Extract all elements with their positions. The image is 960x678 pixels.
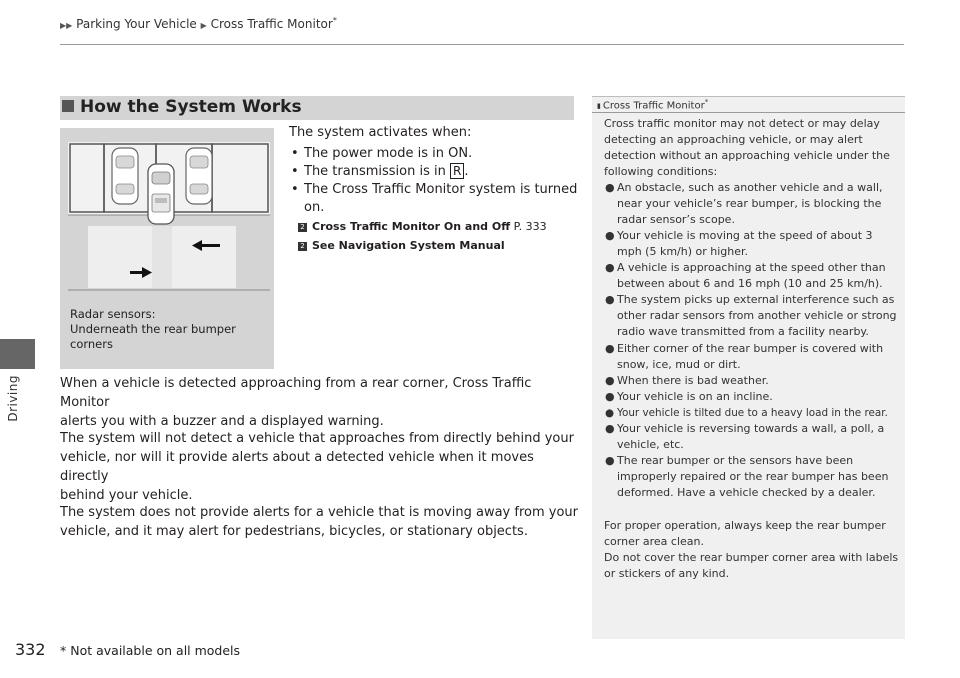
breadcrumb-item-parking[interactable]: Parking Your Vehicle	[76, 17, 197, 31]
note-footer-line: Do not cover the rear bumper corner area with labels	[604, 551, 899, 564]
breadcrumb-arrow-icon: ▶▶	[60, 21, 73, 30]
xref-navigation-manual[interactable]: 2 See Navigation System Manual	[298, 239, 505, 252]
xref-arrow-icon: 2	[298, 242, 307, 251]
notes-header: ▮ Cross Traffic Monitor*	[597, 98, 709, 112]
gear-key-box: R	[450, 163, 464, 179]
figure-caption	[70, 307, 270, 352]
note-list-item: ● Your vehicle is on an incline.	[605, 390, 773, 403]
note-list-item: ● When there is bad weather.	[605, 374, 769, 387]
note-list-item: ● A vehicle is approaching at the speed other than between about 6 and 16 mph (10 and 25 km/h).	[605, 261, 886, 290]
activation-bullet: • The power mode is in ON.	[291, 146, 473, 161]
bullet-dot-icon: ●	[605, 342, 615, 355]
bullet-dot-icon: ●	[605, 293, 615, 306]
note-intro-line: detecting an approaching vehicle, or may alert	[604, 133, 863, 146]
body-paragraph-1: When a vehicle is detected approaching from a rear corner, Cross Traffic Monitor alerts you with a buzzer and a displayed warning.	[60, 376, 532, 429]
asterisk-marker: *	[332, 16, 337, 25]
note-list-item: ● Your vehicle is tilted due to a heavy load in the rear.	[605, 407, 888, 419]
activation-bullet: • The Cross Traffic Monitor system is turned	[291, 182, 578, 197]
parked-car-right	[186, 148, 212, 204]
section-title: How the System Works	[80, 97, 302, 117]
bullet-dot-icon: ●	[605, 181, 615, 194]
note-intro-line: following conditions:	[604, 165, 718, 178]
page-number: 332	[15, 640, 46, 659]
bullet-dot-icon: ●	[605, 229, 615, 242]
radar-sensor-illustration	[60, 128, 274, 308]
note-footer-line: For proper operation, always keep the rear bumper	[604, 519, 886, 532]
section-square-icon	[62, 100, 74, 112]
header-divider	[60, 44, 904, 45]
caption-line: Underneath the rear bumper	[70, 322, 236, 336]
note-intro-line: Cross traffic monitor may not detect or may delay	[604, 117, 880, 130]
note-intro-line: detection without an approaching vehicle under the	[604, 149, 890, 162]
body-paragraph-2: The system will not detect a vehicle that approaches from directly behind your vehicle, nor will it provide alerts about a detected vehicle when it moves directly behind your vehicle.	[60, 431, 574, 503]
bullet-dot-icon: ●	[605, 390, 615, 403]
radar-gap	[152, 226, 172, 288]
bullet-dot-icon: •	[291, 164, 299, 179]
note-footer-line: corner area clean.	[604, 535, 704, 548]
xref-cross-traffic-monitor-on-off[interactable]: 2 Cross Traffic Monitor On and Off P. 333	[298, 220, 547, 233]
note-list-item: ● Either corner of the rear bumper is covered with snow, ice, mud or dirt.	[605, 342, 884, 371]
activation-intro: The system activates when:	[289, 125, 472, 140]
bullet-dot-icon: •	[291, 146, 299, 161]
caption-line: corners	[70, 337, 113, 351]
side-tab-label: Driving	[6, 375, 20, 422]
bullet-dot-icon: •	[291, 182, 299, 197]
reversing-car	[148, 164, 174, 224]
note-list-item: ● The system picks up external interference such as other radar sensors from another vehicle or strong radio wave transmitted from a facility nearby.	[605, 293, 897, 338]
bullet-dot-icon: ●	[605, 407, 615, 419]
bullet-dot-icon: ●	[605, 422, 615, 435]
body-paragraph-3: The system does not provide alerts for a vehicle that is moving away from your vehicle, and it may alert for pedestrians, bicycles, or stationary objects.	[60, 505, 578, 539]
activation-bullet-continuation: on.	[304, 200, 325, 215]
breadcrumb-arrow-icon: ▶	[200, 21, 207, 30]
breadcrumb-item-cross-traffic-monitor[interactable]: Cross Traffic Monitor	[210, 17, 333, 31]
note-list-item: ● Your vehicle is reversing towards a wall, a poll, a vehicle, etc.	[605, 422, 885, 451]
activation-bullet: • The transmission is in R .	[291, 164, 469, 179]
breadcrumb	[60, 16, 337, 31]
bullet-dot-icon: ●	[605, 374, 615, 387]
note-list-item: ● Your vehicle is moving at the speed of about 3 mph (5 km/h) or higher.	[605, 229, 873, 258]
note-marker-icon: ▮	[597, 102, 601, 111]
side-tab-marker	[0, 339, 35, 369]
radar-zone-right	[172, 226, 236, 288]
note-list-item: ● An obstacle, such as another vehicle and a wall, near your vehicle’s rear bumper, is blocking the radar sensor’s scope.	[605, 181, 883, 226]
radar-zone-left	[88, 226, 152, 288]
caption-line: Radar sensors:	[70, 307, 156, 321]
note-list-item: ● The rear bumper or the sensors have been improperly repaired or the rear bumper has been deformed. Have a vehicle checked by a dealer.	[605, 454, 889, 499]
parked-car-left	[112, 148, 138, 204]
bullet-dot-icon: ●	[605, 454, 615, 467]
xref-arrow-icon: 2	[298, 223, 307, 232]
bullet-dot-icon: ●	[605, 261, 615, 274]
note-footer-line: or stickers of any kind.	[604, 567, 730, 580]
footnote: * Not available on all models	[60, 643, 241, 658]
notes-divider	[592, 112, 905, 113]
notes-divider-top	[592, 96, 905, 97]
